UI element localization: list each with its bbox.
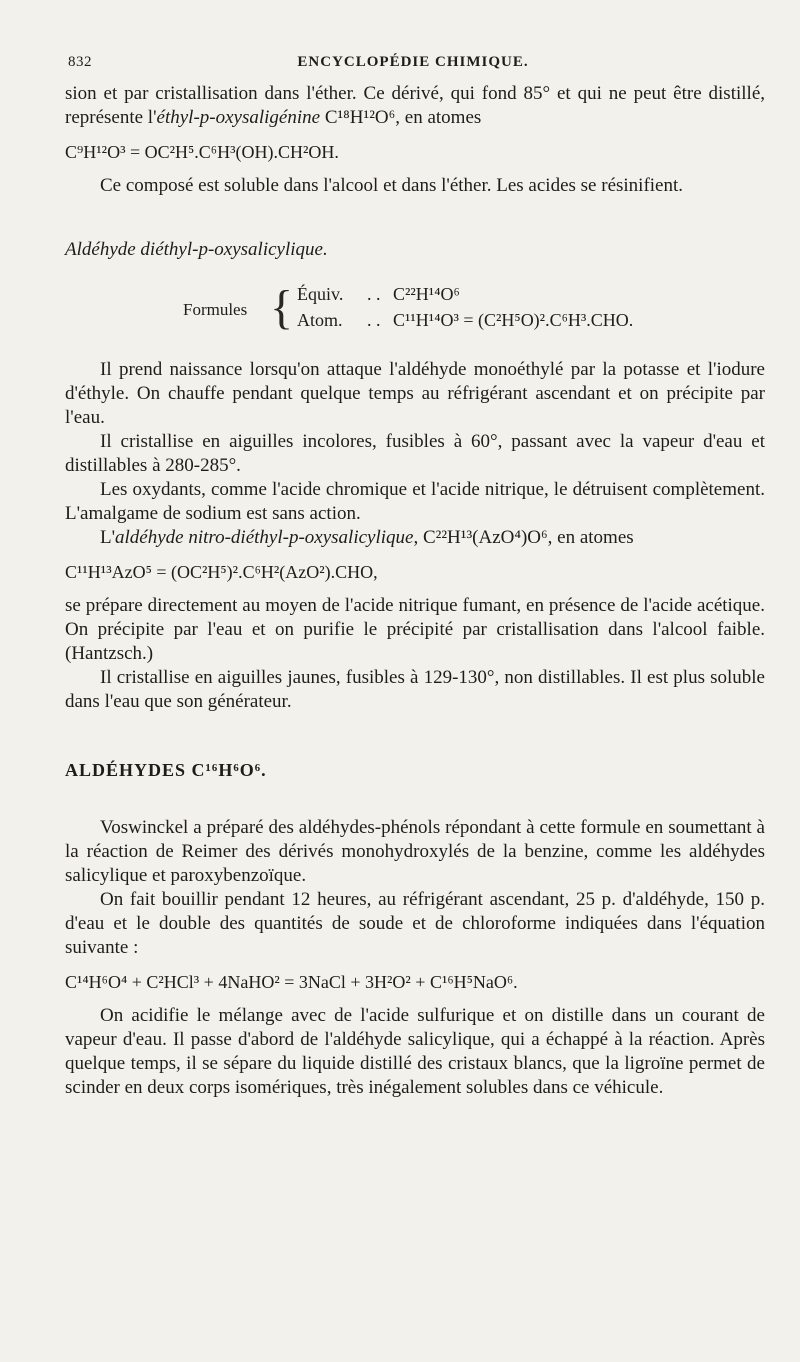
section1-p1: Il prend naissance lorsqu'on attaque l'aldéhyde monoéthylé par la potasse et l'iodure d'éthyle. On chauffe pendant quelque temps au réfrigérant ascendant et on précipite par l'eau. [65,359,765,428]
equiv-value: C²²H¹⁴O⁶ [393,284,460,304]
section2-p3: On acidifie le mélange avec de l'acide sulfurique et on distille dans un courant de vapeur d'eau. Il passe d'abord de l'aldéhyde salicylique, qui a échappé à la réaction. Après quelque temps, il se sépare du liquide distillé des cristaux blancs, que la ligroïne permet de scinder en deux corps isomériques, très inégalement solubles dans ce véhicule. [65,1005,765,1098]
section2-p1: Voswinckel a préparé des aldéhydes-phénols répondant à cette formule en soumettant à la réaction de Reimer des dérivés monohydroxylés de la benzine, comme les aldéhydes salicylique et paroxybenzoïque. [65,817,765,886]
formula-row-equiv [297,282,460,306]
page-header [68,52,758,76]
section1-p6: Il cristallise en aiguilles jaunes, fusibles à 129-130°, non distillables. Il est plus soluble dans l'eau que son générateur. [65,667,765,712]
intro-after: Ce composé est soluble dans l'alcool et dans l'éther. Les acides se résinifient. [100,175,684,196]
section1-p2: Il cristallise en aiguilles incolores, fusibles à 60°, passant avec la vapeur d'eau et distillables à 280-285°. [65,431,765,476]
formulas-label: Formules [183,300,248,319]
intro-paragraph [65,82,765,130]
page-body [65,82,765,1100]
p4-post: , C²²H¹³(AzO⁴)O⁶, en atomes [413,527,634,548]
intro-formula: C⁹H¹²O³ = OC²H⁵.C⁶H³(OH).CH²OH. [65,142,339,162]
section2-formula: C¹⁴H⁶O⁴ + C²HCl³ + 4NaHO² = 3NaCl + 3H²O² + C¹⁶H⁵NaO⁶. [65,972,518,992]
section2-p2: On fait bouillir pendant 12 heures, au réfrigérant ascendant, 25 p. d'aldéhyde, 150 p. d'eau et le double des quantités de soude et de chloroforme indiquées dans l'équation suivante : [65,889,765,958]
brace: { [270,281,294,334]
formulas-block [145,280,765,342]
section1-p5: se prépare directement au moyen de l'acide nitrique fumant, en présence de l'acide acétique. On précipite par l'eau et on purifie le précipité par cristallisation dans l'alcool faible. (Hantzsch.) [65,595,765,664]
p4-italic: aldéhyde nitro-diéthyl-p-oxysalicylique [115,527,414,548]
section2-title: ALDÉHYDES C¹⁶H⁶O⁶. [65,760,267,780]
running-title: ENCYCLOPÉDIE CHIMIQUE. [297,54,529,70]
intro-text-2: C¹⁸H¹²O⁶, en atomes [320,107,482,128]
atom-value: C¹¹H¹⁴O³ = (C²H⁵O)².C⁶H³.CHO. [393,310,634,330]
section1-formula2: C¹¹H¹³AzO⁵ = (OC²H⁵)².C⁶H²(AzO²).CHO, [65,562,378,582]
section1-p4 [65,526,765,550]
intro-text: sion et par cristallisation dans l'éther. Ce dérivé, qui fond 85° et qui ne peut être distillé, représente l' [65,83,765,128]
atom-dots: . . [367,310,381,330]
equiv-dots: . . [367,284,381,304]
page-number: 832 [68,54,92,70]
equiv-key: Équiv. [297,284,344,304]
section1-p3: Les oxydants, comme l'acide chromique et l'acide nitrique, le détruisent complètement. L'amalgame de sodium est sans action. [65,479,765,524]
intro-italic-name: éthyl-p-oxysaligénine [156,107,321,128]
section1-title: Aldéhyde diéthyl-p-oxysalicylique. [65,239,328,260]
atom-key: Atom. [297,310,343,330]
p4-pre: L' [100,527,116,548]
formula-row-atom [297,308,633,332]
